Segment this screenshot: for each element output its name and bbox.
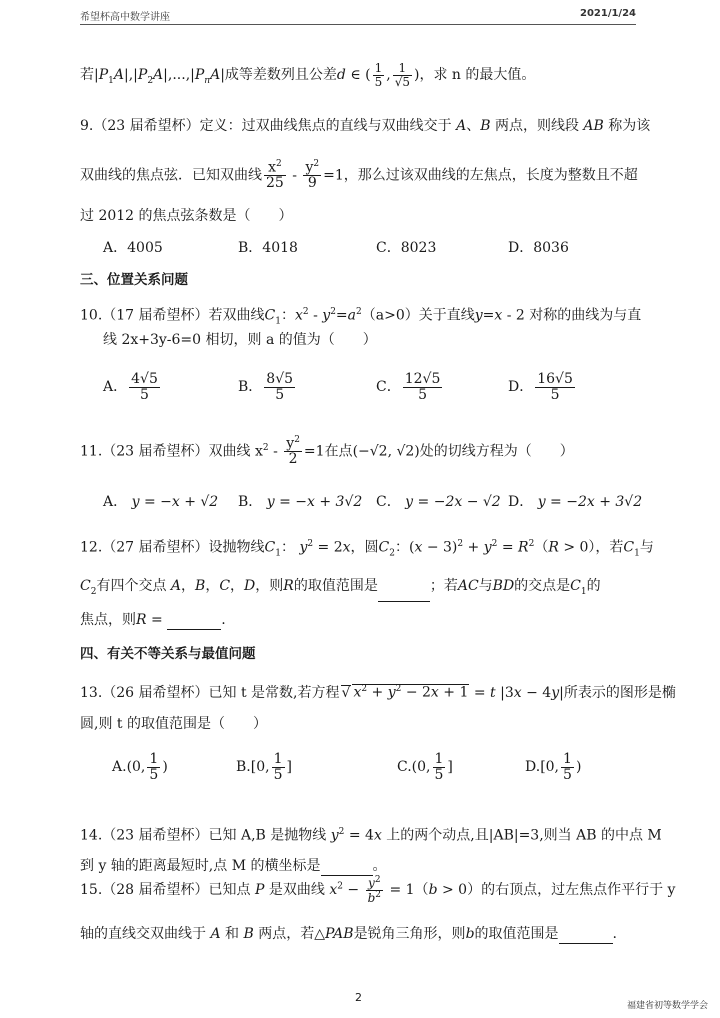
question-9-line3: 过 2012 的焦点弦条数是（ ） (80, 208, 293, 224)
question-13: 13.（26 届希望杯）已知 t 是常数,若方程 √ $x^2 + y^2 - 2x + 1 = t$ |3x − 4y|所表示的图形是椭 (80, 684, 676, 701)
page-header (80, 8, 636, 25)
option-c[interactable]: C．8023 (376, 240, 437, 256)
option-c[interactable]: C． $\frac{12√5}{5}$ (376, 371, 441, 403)
question-14: 14.（23 届希望杯）已知 A,B 是抛物线 $y^2 = 4x$ 上的两个动点,且|AB|=3,则当 AB 的中点 M (80, 827, 662, 844)
header-date: 2021/1/24 (579, 8, 636, 19)
section-heading: 三、位置关系问题 (80, 272, 188, 288)
option-a[interactable]: A． $\frac{4√5}{5}$ (103, 371, 158, 403)
question-12: 12.（27 届希望杯）设抛物线$C_1$： $y^2 = 2x$，圆$C_2$：$(x - 3)^2 + y^2 = R^2(R > 0)$，若$C_1$与 (80, 539, 654, 559)
question-15: 15.（28 届希望杯）已知点 P 是双曲线 $x^2$ − $\frac{y^2}{b^2}$ = 1（b > 0）的右顶点，过左焦点作平行于 y (80, 875, 676, 905)
question-11: 11.（23 届希望杯）双曲线 $x^2$ - $\frac{y^2}{2}$ =1在点(−√2, √2)处的切线方程为（ ） (80, 435, 574, 468)
option-d[interactable]: D．8036 (508, 240, 569, 256)
option-b[interactable]: B． y = −x + 3√2 (238, 494, 363, 510)
footer-org: 福建省初等数学学会 (626, 1001, 708, 1011)
section-heading: 四、有关不等关系与最值问题 (80, 646, 256, 662)
option-c[interactable]: C.(0, $\frac{1}{5}$ ] (397, 751, 453, 783)
question-14-line2: 到 y 轴的距离最短时,点 M 的横坐标是 。 (80, 858, 387, 874)
option-d[interactable]: D． $\frac{16√5}{5}$ (508, 371, 573, 403)
question-12-line2: $C_2$有四个交点 A，B，C，D，则R的取值范围是 ；若AC与BD的交点是$C_1$的 (80, 576, 650, 602)
question-12-line3: 焦点，则R = . (80, 612, 226, 628)
question-15-line2: 轴的直线交双曲线于 A 和 B 两点，若△PAB是锐角三角形，则b的取值范围是 . (80, 926, 617, 942)
option-b[interactable]: B.[0, $\frac{1}{5}$ ] (236, 751, 292, 783)
option-a[interactable]: A．4005 (103, 240, 163, 256)
question-13-line2: 圆,则 t 的取值范围是（ ） (80, 716, 267, 732)
text-line: 若$|P_1A|,|P_2A|,...,|P_nA|$成等差数列且公差d ∈ ( $\frac{1}{5}$ , $\frac{1}{√5}$ )，求 n 的最大值。 (80, 61, 536, 89)
option-a[interactable]: A． y = −x + √2 (103, 494, 219, 510)
option-a[interactable]: A.(0, $\frac{1}{5}$ ) (112, 751, 168, 783)
option-d[interactable]: D.[0, $\frac{1}{5}$ ) (525, 751, 582, 783)
header-title: 希望杯高中数学讲座 (80, 12, 170, 23)
option-c[interactable]: C． y = −2x − √2 (376, 494, 501, 510)
option-d[interactable]: D． y = −2x + 3√2 (508, 494, 643, 510)
option-b[interactable]: B．4018 (238, 240, 298, 256)
question-9: 9.（23 届希望杯）定义：过双曲线焦点的直线与双曲线交于 A、B 两点，则线段 AB 称为该 (80, 118, 651, 134)
question-10: 10.（17 届希望杯）若双曲线$C_1$：$x^2 - y^2=a^2(a>0)$关于直线y=x - 2 对称的曲线为与直 (80, 307, 642, 327)
page-number: 2 (355, 991, 362, 1004)
option-b[interactable]: B． $\frac{8√5}{5}$ (238, 371, 294, 403)
question-9-line2: 双曲线的焦点弦．已知双曲线 $\frac{x^2}{25}$ - $\frac{y^2}{9}$ =1，那么过该双曲线的左焦点，长度为整数且不超 (80, 159, 638, 192)
question-10-line2: 线 2x+3y-6=0 相切，则 a 的值为（ ） (103, 332, 377, 348)
